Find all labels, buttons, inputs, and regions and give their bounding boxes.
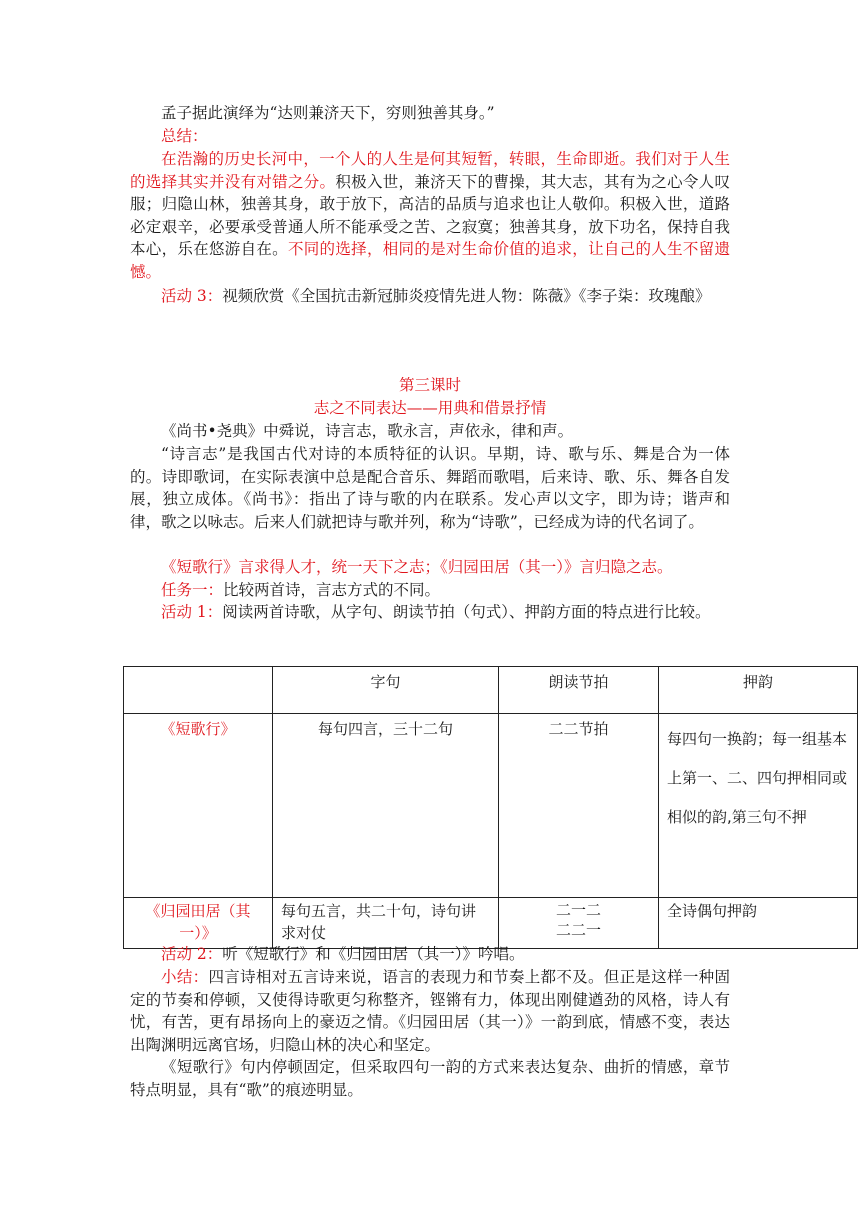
activity1-text: 阅读两首诗歌，从字句、朗读节拍（句式）、押韵方面的特点进行比较。	[222, 603, 711, 621]
table-cell-yayun-text	[667, 720, 849, 837]
activity3-paragraph	[130, 285, 730, 308]
intro-paragraph: “诗言志”是我国古代对诗的本质特征的认识。早期，诗、歌与乐、舞是合为一体的。诗即歌词，在实际表演中总是配合音乐、舞蹈而歌唱，后来诗、歌、乐、舞各自发展，独立成体。《尚书》：指出了诗与歌的内在联系。发心声以文字，即为诗；谐声和律，歌之以咏志。后来人们就把诗与歌并列，称为“诗歌”，已经成为诗的代名词了。	[130, 445, 730, 531]
last-paragraph: 《短歌行》句内停顿固定，但采取四句一韵的方式来表达复杂、曲折的情感，章节特点明显，具有“歌”的痕迹明显。	[130, 1058, 730, 1099]
table-cell-yayun: 全诗偶句押韵	[659, 898, 858, 949]
summary-label: 总结：	[161, 127, 208, 145]
summary-red-a: 在浩瀚的历史长河中，一个人的人生是何其短暂，转眼，生命即逝。我们对于人生的选择其实并没有对错之分。	[130, 150, 730, 191]
summary-normal: 积极入世，兼济天下的曹操，其大志，其有为之心令人叹服；归隐山林，独善其身，敢于放下，高洁的品质与追求也让人敬仰。积极入世，道路必定艰辛，必要承受普通人所不能承受之苦、之寂寞；独善其身，放下功名，保持自我本心，乐在悠游自在。	[130, 172, 730, 258]
yayun-part-b: 每一组基本上第一、二、四句押相同或相似的韵,第三句不押	[667, 730, 848, 826]
conclusion-text: 四言诗相对五言诗来说，语言的表现力和节奏上都不及。但正是这样一种固定的节奏和停顿，又使得诗歌更匀称整齐，铿锵有力，体现出刚健遒劲的风格，诗人有忧，有苦，更有昂扬向上的豪迈之情。《归园田居（其一）》一韵到底，情感不变，表达出陶渊明远离官场，归隐山林的决心和坚定。	[130, 968, 730, 1054]
conclusion-label: 小结：	[161, 968, 209, 986]
activity2-paragraph	[130, 943, 730, 966]
activity2-label: 活动 2：	[161, 945, 223, 963]
table-cell-ziju: 每句五言，共二十句，诗句讲求对仗	[273, 898, 499, 949]
table-header-cell: 字句	[273, 667, 499, 714]
task1-paragraph	[130, 579, 730, 602]
table-header-cell: 朗读节拍	[499, 667, 659, 714]
table-cell-jiepai: 二二节拍	[499, 714, 659, 898]
table-cell-title: 《归园田居（其一）》	[124, 898, 273, 949]
task1-text: 比较两首诗，言志方式的不同。	[223, 581, 441, 599]
jiepai-line-1: 二一二	[555, 901, 601, 919]
comparison-table	[123, 666, 858, 949]
quote-paragraph: 《尚书•尧典》中舜说，诗言志，歌永言，声依永，律和声。	[161, 422, 574, 440]
table-header-cell: 押韵	[659, 667, 858, 714]
summary-paragraph	[130, 148, 730, 283]
activity3-label: 活动 3：	[161, 287, 223, 305]
activity2-text: 听《短歌行》和《归园田居（其一）》吟唱。	[222, 945, 525, 963]
conclusion-paragraph	[130, 966, 730, 1056]
lesson-title: 第三课时	[398, 376, 461, 394]
yayun-part-a: 每四句一换韵；	[667, 730, 773, 748]
table-row	[124, 898, 858, 949]
table-cell-ziju: 每句四言，三十二句	[273, 714, 499, 898]
table-row	[124, 714, 858, 898]
table-header-cell	[124, 667, 273, 714]
poems-line: 《短歌行》言求得人才，统一天下之志；《归园田居（其一）》言归隐之志。	[161, 558, 673, 576]
jiepai-line-2: 二二一	[555, 921, 601, 939]
activity1-label: 活动 1：	[161, 603, 223, 621]
mencius-paragraph: 孟子据此演绎为“达则兼济天下，穷则独善其身。”	[161, 104, 495, 122]
table-header-row	[124, 667, 858, 714]
activity1-paragraph	[130, 601, 730, 624]
lesson-subtitle: 志之不同表达——用典和借景抒情	[313, 399, 547, 417]
table-cell-title: 《短歌行》	[124, 714, 273, 898]
task1-label: 任务一：	[161, 581, 224, 599]
table-cell-jiepai	[499, 898, 659, 949]
summary-red-b: 不同的选择，相同的是对生命价值的追求，让自己的人生不留遗憾。	[130, 240, 730, 281]
table-cell-yayun	[659, 714, 858, 898]
activity3-text: 视频欣赏《全国抗击新冠肺炎疫情先进人物：陈薇》《李子柒：玫瑰酿》	[222, 287, 711, 305]
